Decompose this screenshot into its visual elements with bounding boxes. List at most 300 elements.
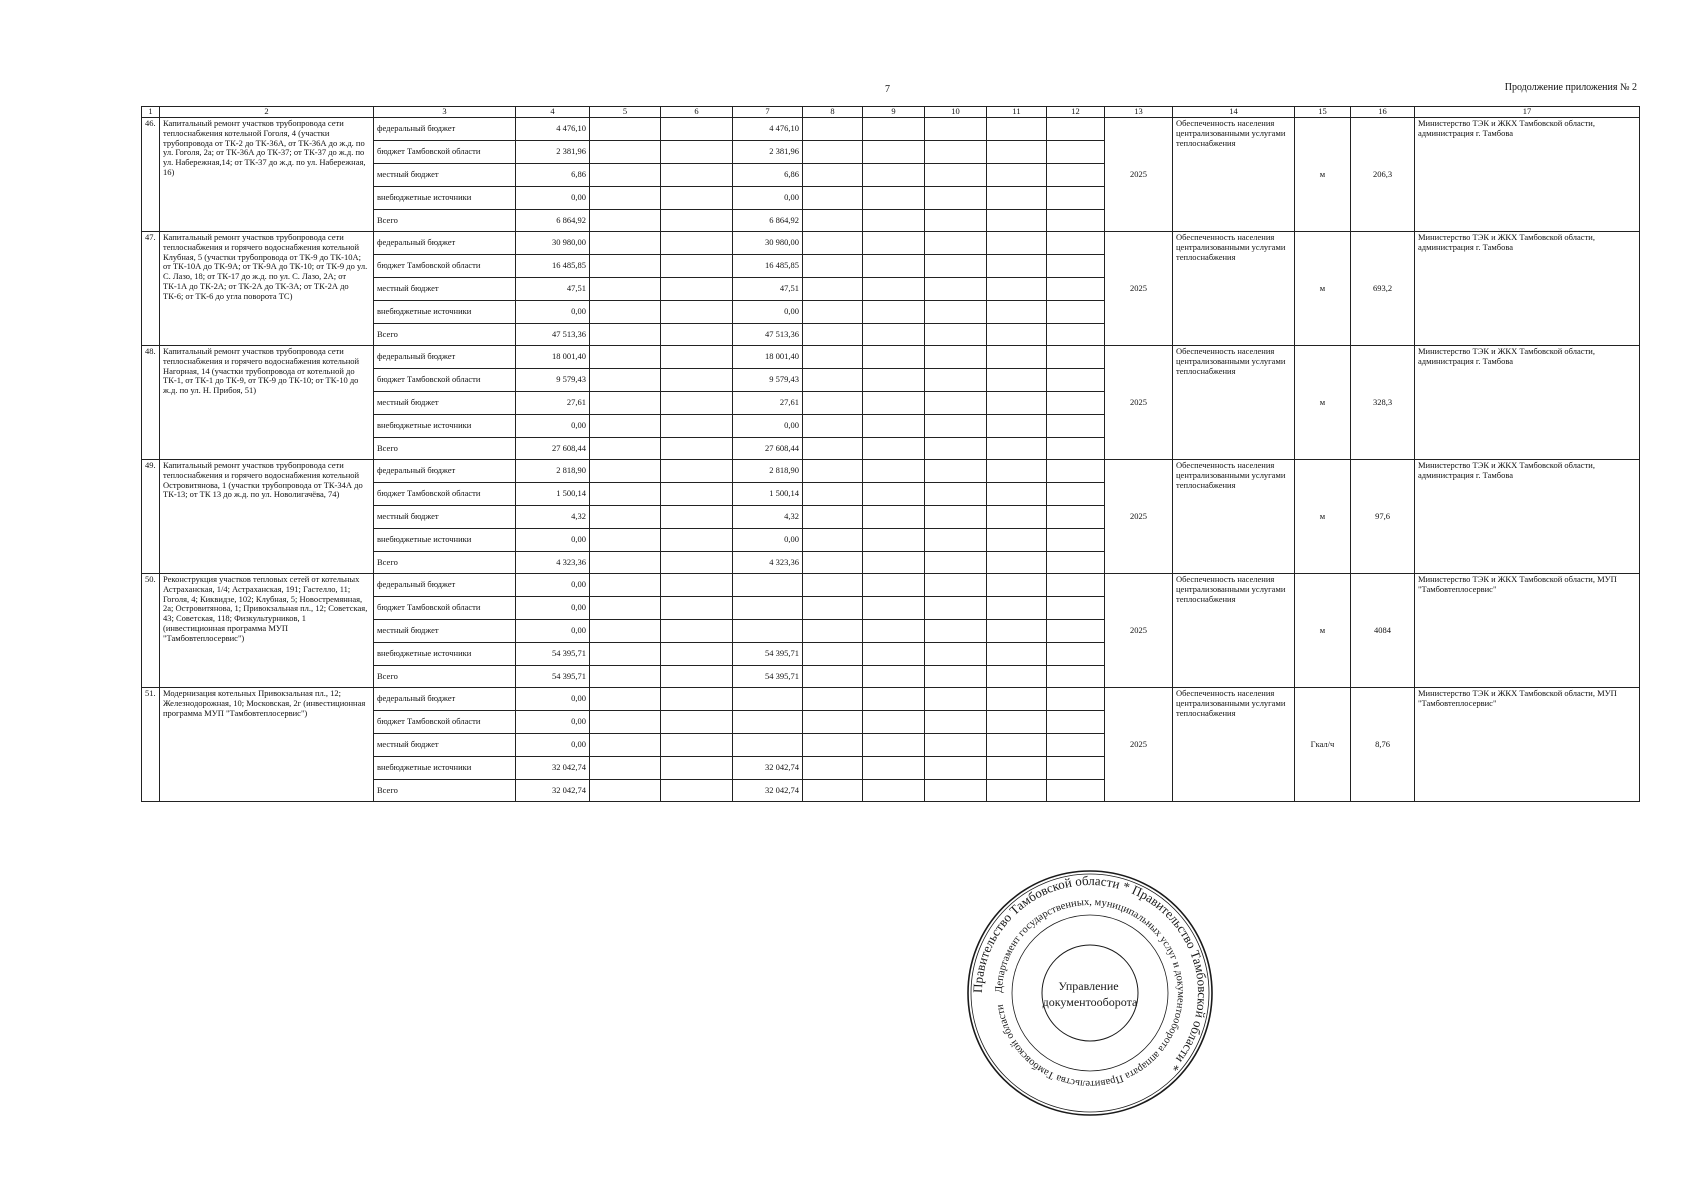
value-col-4: 0,00	[516, 574, 590, 597]
value-col-12	[1047, 529, 1105, 552]
page-number: 7	[885, 84, 890, 95]
value-col-8	[803, 187, 863, 210]
stamp-center-text: Управление документооборота	[1042, 979, 1138, 1009]
row-number: 51.	[142, 688, 160, 802]
column-number-15: 15	[1295, 107, 1351, 118]
value-col-7: 2 818,90	[733, 460, 803, 483]
column-number-5: 5	[590, 107, 661, 118]
responsible-cell: Министерство ТЭК и ЖКХ Тамбовской области, администрация г. Тамбова	[1415, 460, 1640, 574]
value-col-11	[987, 757, 1047, 780]
column-number-11: 11	[987, 107, 1047, 118]
value-col-9	[863, 460, 925, 483]
value-col-4: 9 579,43	[516, 369, 590, 392]
program-table	[141, 106, 1640, 802]
value-col-6	[661, 529, 733, 552]
value-col-11	[987, 164, 1047, 187]
value-col-7: 27,61	[733, 392, 803, 415]
column-number-17: 17	[1415, 107, 1640, 118]
measure-name: Реконструкция участков тепловых сетей от котельных Астраханская, 1/4; Астраханская, 191; Гастелло, 11; Гоголя, 4; Киквидзе, 102; Клубная, 5; Новостремянная, 2а; Островитянова, 1; Привокзальная пл., 12; Советская, 43; Советская, 118; Физкультурников, 1 (инвестиционная программа МУП "Тамбовтеплосервис")	[160, 574, 374, 688]
unit-cell: м	[1295, 118, 1351, 232]
value-col-6	[661, 255, 733, 278]
value-col-4: 2 381,96	[516, 141, 590, 164]
value-col-9	[863, 620, 925, 643]
value-col-7: 0,00	[733, 187, 803, 210]
value-col-5	[590, 552, 661, 574]
value-col-11	[987, 506, 1047, 529]
value-col-9	[863, 597, 925, 620]
value-col-5	[590, 574, 661, 597]
value-col-12	[1047, 734, 1105, 757]
value-col-9	[863, 711, 925, 734]
year-cell: 2025	[1105, 688, 1173, 802]
value-col-7	[733, 688, 803, 711]
value-col-4: 0,00	[516, 734, 590, 757]
value-col-6	[661, 210, 733, 232]
value-col-7: 54 395,71	[733, 666, 803, 688]
funding-source: бюджет Тамбовской области	[374, 711, 516, 734]
value-col-12	[1047, 392, 1105, 415]
value-col-7: 6,86	[733, 164, 803, 187]
value-col-9	[863, 757, 925, 780]
row-number: 49.	[142, 460, 160, 574]
column-number-2: 2	[160, 107, 374, 118]
funding-source: федеральный бюджет	[374, 232, 516, 255]
value-col-6	[661, 666, 733, 688]
funding-source: Всего	[374, 324, 516, 346]
value-col-11	[987, 460, 1047, 483]
measure-name: Модернизация котельных Привокзальная пл., 12; Железнодорожная, 10; Московская, 2г (инвестиционная программа МУП "Тамбовтеплосервис")	[160, 688, 374, 802]
value-col-11	[987, 529, 1047, 552]
funding-source: федеральный бюджет	[374, 574, 516, 597]
value-col-5	[590, 529, 661, 552]
value-col-11	[987, 346, 1047, 369]
value-col-10	[925, 415, 987, 438]
value-col-6	[661, 346, 733, 369]
value-col-5	[590, 255, 661, 278]
value-col-9	[863, 734, 925, 757]
column-number-8: 8	[803, 107, 863, 118]
value-col-4: 54 395,71	[516, 666, 590, 688]
value-col-9	[863, 324, 925, 346]
table-row	[142, 346, 1640, 369]
value-col-11	[987, 574, 1047, 597]
value-col-6	[661, 483, 733, 506]
value-col-6	[661, 392, 733, 415]
value-col-5	[590, 506, 661, 529]
value-col-10	[925, 232, 987, 255]
funding-source: бюджет Тамбовской области	[374, 255, 516, 278]
table-row	[142, 574, 1640, 597]
value-col-4: 0,00	[516, 529, 590, 552]
value-col-7	[733, 734, 803, 757]
value-col-9	[863, 369, 925, 392]
funding-source: внебюджетные источники	[374, 187, 516, 210]
value-col-5	[590, 187, 661, 210]
value-col-8	[803, 255, 863, 278]
value-col-7: 47 513,36	[733, 324, 803, 346]
value-col-12	[1047, 666, 1105, 688]
year-cell: 2025	[1105, 574, 1173, 688]
value-col-10	[925, 780, 987, 802]
value-col-8	[803, 780, 863, 802]
result-cell: Обеспеченность населения централизованными услугами теплоснабжения	[1173, 346, 1295, 460]
value-col-10	[925, 757, 987, 780]
value-col-11	[987, 141, 1047, 164]
amount-cell: 328,3	[1351, 346, 1415, 460]
value-col-10	[925, 460, 987, 483]
value-col-6	[661, 278, 733, 301]
responsible-cell: Министерство ТЭК и ЖКХ Тамбовской области, администрация г. Тамбова	[1415, 232, 1640, 346]
value-col-6	[661, 187, 733, 210]
value-col-8	[803, 164, 863, 187]
value-col-6	[661, 164, 733, 187]
value-col-10	[925, 506, 987, 529]
value-col-11	[987, 210, 1047, 232]
responsible-cell: Министерство ТЭК и ЖКХ Тамбовской области, администрация г. Тамбова	[1415, 346, 1640, 460]
column-number-1: 1	[142, 107, 160, 118]
funding-source: местный бюджет	[374, 734, 516, 757]
value-col-4: 47,51	[516, 278, 590, 301]
value-col-10	[925, 369, 987, 392]
row-number: 47.	[142, 232, 160, 346]
value-col-7	[733, 620, 803, 643]
funding-source: внебюджетные источники	[374, 757, 516, 780]
unit-cell: м	[1295, 574, 1351, 688]
value-col-4: 4,32	[516, 506, 590, 529]
value-col-11	[987, 278, 1047, 301]
value-col-11	[987, 643, 1047, 666]
value-col-9	[863, 780, 925, 802]
value-col-8	[803, 483, 863, 506]
value-col-12	[1047, 210, 1105, 232]
value-col-10	[925, 346, 987, 369]
value-col-4: 0,00	[516, 415, 590, 438]
funding-source: местный бюджет	[374, 392, 516, 415]
value-col-8	[803, 278, 863, 301]
value-col-4: 47 513,36	[516, 324, 590, 346]
value-col-5	[590, 780, 661, 802]
value-col-11	[987, 232, 1047, 255]
unit-cell: м	[1295, 232, 1351, 346]
value-col-8	[803, 369, 863, 392]
value-col-8	[803, 415, 863, 438]
value-col-5	[590, 278, 661, 301]
measure-name: Капитальный ремонт участков трубопровода сети теплоснабжения котельной Гоголя, 4 (участки трубопровода от ТК-2 до ТК-36А, от ТК-36А до ж.д. по ул. Гоголя, 2а; от ТК-36А до ТК-37; от ТК-37 до ж.д. по ул. Набережная,14; от ТК-37 до ж.д. по ул. Набережная, 16)	[160, 118, 374, 232]
value-col-5	[590, 688, 661, 711]
funding-source: внебюджетные источники	[374, 415, 516, 438]
value-col-5	[590, 757, 661, 780]
value-col-7: 18 001,40	[733, 346, 803, 369]
value-col-10	[925, 392, 987, 415]
value-col-5	[590, 301, 661, 324]
value-col-11	[987, 688, 1047, 711]
value-col-8	[803, 438, 863, 460]
value-col-7: 0,00	[733, 415, 803, 438]
value-col-8	[803, 688, 863, 711]
value-col-6	[661, 506, 733, 529]
value-col-8	[803, 324, 863, 346]
value-col-8	[803, 232, 863, 255]
value-col-10	[925, 141, 987, 164]
value-col-12	[1047, 711, 1105, 734]
year-cell: 2025	[1105, 118, 1173, 232]
result-cell: Обеспеченность населения централизованными услугами теплоснабжения	[1173, 574, 1295, 688]
column-number-row	[142, 107, 1640, 118]
value-col-10	[925, 688, 987, 711]
result-cell: Обеспеченность населения централизованными услугами теплоснабжения	[1173, 688, 1295, 802]
result-cell: Обеспеченность населения централизованными услугами теплоснабжения	[1173, 118, 1295, 232]
value-col-5	[590, 415, 661, 438]
table-row	[142, 688, 1640, 711]
funding-source: Всего	[374, 438, 516, 460]
value-col-5	[590, 210, 661, 232]
value-col-10	[925, 210, 987, 232]
responsible-cell: Министерство ТЭК и ЖКХ Тамбовской области, МУП "Тамбовтеплосервис"	[1415, 574, 1640, 688]
column-number-13: 13	[1105, 107, 1173, 118]
value-col-9	[863, 187, 925, 210]
value-col-8	[803, 506, 863, 529]
value-col-6	[661, 369, 733, 392]
value-col-6	[661, 460, 733, 483]
table-row	[142, 460, 1640, 483]
value-col-12	[1047, 141, 1105, 164]
value-col-6	[661, 552, 733, 574]
amount-cell: 97,6	[1351, 460, 1415, 574]
value-col-12	[1047, 415, 1105, 438]
value-col-9	[863, 483, 925, 506]
value-col-10	[925, 597, 987, 620]
unit-cell: м	[1295, 346, 1351, 460]
value-col-9	[863, 232, 925, 255]
column-number-4: 4	[516, 107, 590, 118]
value-col-6	[661, 415, 733, 438]
table-body	[142, 118, 1640, 802]
value-col-6	[661, 232, 733, 255]
value-col-4: 27,61	[516, 392, 590, 415]
value-col-5	[590, 711, 661, 734]
value-col-11	[987, 666, 1047, 688]
value-col-10	[925, 643, 987, 666]
value-col-5	[590, 438, 661, 460]
value-col-11	[987, 369, 1047, 392]
value-col-9	[863, 118, 925, 141]
funding-source: федеральный бюджет	[374, 688, 516, 711]
stamp-middle-text: Департамент государственных, муниципальных услуг и документооборота аппарата Правительства Тамбовской области	[993, 896, 1187, 1090]
amount-cell: 206,3	[1351, 118, 1415, 232]
value-col-11	[987, 415, 1047, 438]
value-col-12	[1047, 278, 1105, 301]
year-cell: 2025	[1105, 346, 1173, 460]
value-col-8	[803, 118, 863, 141]
value-col-5	[590, 164, 661, 187]
value-col-9	[863, 255, 925, 278]
value-col-5	[590, 483, 661, 506]
value-col-9	[863, 506, 925, 529]
value-col-4: 30 980,00	[516, 232, 590, 255]
row-number: 46.	[142, 118, 160, 232]
value-col-5	[590, 324, 661, 346]
value-col-12	[1047, 483, 1105, 506]
value-col-8	[803, 643, 863, 666]
value-col-12	[1047, 369, 1105, 392]
value-col-5	[590, 734, 661, 757]
value-col-4: 27 608,44	[516, 438, 590, 460]
value-col-8	[803, 757, 863, 780]
value-col-4: 0,00	[516, 301, 590, 324]
value-col-7: 4 476,10	[733, 118, 803, 141]
value-col-11	[987, 780, 1047, 802]
funding-source: бюджет Тамбовской области	[374, 597, 516, 620]
value-col-4: 2 818,90	[516, 460, 590, 483]
value-col-7: 32 042,74	[733, 780, 803, 802]
value-col-12	[1047, 757, 1105, 780]
value-col-12	[1047, 301, 1105, 324]
value-col-7: 30 980,00	[733, 232, 803, 255]
value-col-9	[863, 643, 925, 666]
value-col-7	[733, 711, 803, 734]
responsible-cell: Министерство ТЭК и ЖКХ Тамбовской области, администрация г. Тамбова	[1415, 118, 1640, 232]
value-col-12	[1047, 118, 1105, 141]
funding-source: внебюджетные источники	[374, 529, 516, 552]
funding-source: федеральный бюджет	[374, 346, 516, 369]
funding-source: местный бюджет	[374, 620, 516, 643]
measure-name: Капитальный ремонт участков трубопровода сети теплоснабжения и горячего водоснабжения котельной Нагорная, 14 (участки трубопровода от котельной до ТК-1, от ТК-1 до ТК-9, от ТК-9 до ТК-10; от ТК-10 до ж.д. по ул. Н. Прибоя, 51)	[160, 346, 374, 460]
value-col-5	[590, 141, 661, 164]
value-col-10	[925, 734, 987, 757]
value-col-4: 0,00	[516, 711, 590, 734]
value-col-10	[925, 620, 987, 643]
value-col-10	[925, 552, 987, 574]
value-col-9	[863, 666, 925, 688]
value-col-9	[863, 552, 925, 574]
value-col-9	[863, 141, 925, 164]
value-col-8	[803, 346, 863, 369]
value-col-12	[1047, 346, 1105, 369]
value-col-10	[925, 164, 987, 187]
value-col-11	[987, 597, 1047, 620]
value-col-9	[863, 164, 925, 187]
value-col-7: 27 608,44	[733, 438, 803, 460]
value-col-4: 6,86	[516, 164, 590, 187]
funding-source: бюджет Тамбовской области	[374, 369, 516, 392]
value-col-8	[803, 552, 863, 574]
value-col-12	[1047, 460, 1105, 483]
column-number-6: 6	[661, 107, 733, 118]
funding-source: федеральный бюджет	[374, 118, 516, 141]
value-col-11	[987, 734, 1047, 757]
value-col-9	[863, 529, 925, 552]
value-col-8	[803, 529, 863, 552]
value-col-7: 4,32	[733, 506, 803, 529]
funding-source: местный бюджет	[374, 164, 516, 187]
column-number-3: 3	[374, 107, 516, 118]
value-col-5	[590, 597, 661, 620]
value-col-12	[1047, 438, 1105, 460]
value-col-8	[803, 711, 863, 734]
value-col-7: 32 042,74	[733, 757, 803, 780]
value-col-8	[803, 574, 863, 597]
value-col-4: 32 042,74	[516, 780, 590, 802]
measure-name: Капитальный ремонт участков трубопровода сети теплоснабжения и горячего водоснабжения котельной Клубная, 5 (участки трубопровода от ТК-9 до ТК-10А; от ТК-10А до ТК-9А; от ТК-9А до ТК-10; от ТК-9 до ул. С. Лазо, 18; от ТК-17 до ж.д. по ул. С. Лазо, 2А; от ТК-1А до ТК-2А; от ТК-2А до ТК-3А; от ТК-2А до ТК-6; от ТК-6 до угла поворота ТС)	[160, 232, 374, 346]
value-col-6	[661, 643, 733, 666]
value-col-8	[803, 392, 863, 415]
funding-source: федеральный бюджет	[374, 460, 516, 483]
value-col-12	[1047, 620, 1105, 643]
table-row	[142, 118, 1640, 141]
value-col-11	[987, 324, 1047, 346]
funding-source: внебюджетные источники	[374, 301, 516, 324]
value-col-5	[590, 369, 661, 392]
value-col-5	[590, 460, 661, 483]
amount-cell: 693,2	[1351, 232, 1415, 346]
value-col-8	[803, 301, 863, 324]
value-col-8	[803, 141, 863, 164]
value-col-12	[1047, 574, 1105, 597]
unit-cell: м	[1295, 460, 1351, 574]
funding-source: Всего	[374, 210, 516, 232]
value-col-4: 0,00	[516, 597, 590, 620]
value-col-7: 4 323,36	[733, 552, 803, 574]
funding-source: бюджет Тамбовской области	[374, 141, 516, 164]
year-cell: 2025	[1105, 460, 1173, 574]
value-col-9	[863, 688, 925, 711]
table-row	[142, 232, 1640, 255]
value-col-11	[987, 552, 1047, 574]
value-col-7: 47,51	[733, 278, 803, 301]
value-col-11	[987, 392, 1047, 415]
value-col-11	[987, 301, 1047, 324]
value-col-6	[661, 757, 733, 780]
column-number-12: 12	[1047, 107, 1105, 118]
value-col-7: 2 381,96	[733, 141, 803, 164]
value-col-5	[590, 666, 661, 688]
value-col-12	[1047, 324, 1105, 346]
value-col-4: 54 395,71	[516, 643, 590, 666]
value-col-10	[925, 529, 987, 552]
value-col-9	[863, 574, 925, 597]
row-number: 50.	[142, 574, 160, 688]
value-col-11	[987, 483, 1047, 506]
value-col-10	[925, 574, 987, 597]
value-col-9	[863, 438, 925, 460]
funding-source: местный бюджет	[374, 278, 516, 301]
value-col-6	[661, 688, 733, 711]
value-col-4: 4 323,36	[516, 552, 590, 574]
unit-cell: Гкал/ч	[1295, 688, 1351, 802]
value-col-12	[1047, 597, 1105, 620]
value-col-12	[1047, 688, 1105, 711]
value-col-4: 32 042,74	[516, 757, 590, 780]
year-cell: 2025	[1105, 232, 1173, 346]
value-col-11	[987, 187, 1047, 210]
value-col-10	[925, 118, 987, 141]
value-col-12	[1047, 255, 1105, 278]
amount-cell: 4084	[1351, 574, 1415, 688]
value-col-10	[925, 324, 987, 346]
value-col-12	[1047, 643, 1105, 666]
value-col-12	[1047, 552, 1105, 574]
value-col-12	[1047, 164, 1105, 187]
value-col-11	[987, 255, 1047, 278]
value-col-12	[1047, 187, 1105, 210]
value-col-12	[1047, 232, 1105, 255]
value-col-10	[925, 301, 987, 324]
value-col-10	[925, 278, 987, 301]
value-col-10	[925, 711, 987, 734]
value-col-12	[1047, 780, 1105, 802]
result-cell: Обеспеченность населения централизованными услугами теплоснабжения	[1173, 460, 1295, 574]
value-col-8	[803, 210, 863, 232]
